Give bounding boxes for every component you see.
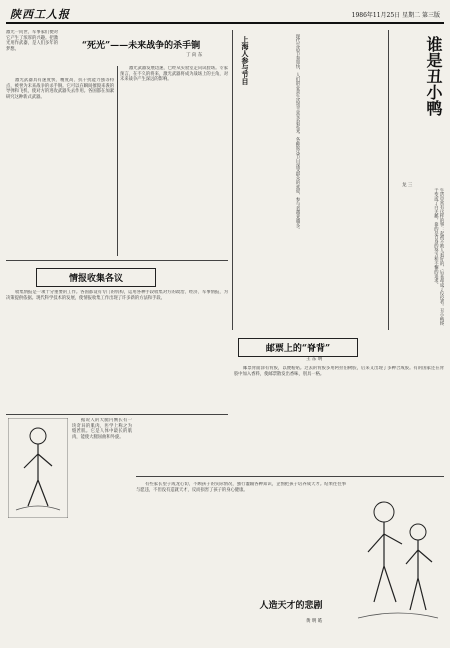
intelligence-body: 收集情报是一项十分重要的工作。各国都设有专门的机构，运用各种手段收集对方的政治、经济、军事情报，为决策提供依据。现代科学技术的发展，使情报收集工作出现了许多新的方法和手段。 [6, 290, 228, 301]
sad-body-block [136, 482, 346, 592]
sad-byline: 黄 明 皓 [306, 619, 323, 624]
legs-body-continued [6, 526, 132, 640]
ugly-headline: 谁是丑小鸭 [424, 36, 443, 116]
section-rule [6, 414, 228, 415]
intelligence-body-block [6, 290, 228, 410]
death-light-body-1 [6, 78, 114, 258]
stamp-byline: 王 东 明 [306, 357, 323, 362]
sad-body: 有些家长望子成龙心切，不顾孩子的实际情况，强行灌输各种知识，企图把孩子培养成天才。结果往往事与愿违，不但没有造就天才，反而损害了孩子的身心健康。 [136, 482, 346, 493]
legs-body-block [72, 418, 132, 518]
death-light-body: 激光武器具有速度快、精度高、抗干扰能力强等特点，被誉为未来战争的杀手锏。它可以在瞬间摧毁来袭的导弹和飞机，使对方的进攻武器失去作用。各国都在加紧研究这种新式武器。 [6, 78, 114, 100]
issue-date: 1986年11月25日 星期二 第三版 [351, 12, 440, 19]
masthead [6, 6, 444, 24]
column-rule [388, 30, 389, 330]
death-light-body-2 [120, 66, 228, 256]
intelligence-headline: 情报收集各议 [36, 268, 156, 287]
section-rule [136, 476, 444, 477]
death-light-intro: 激光一问世，军事家们便对它产生了浓厚的兴趣。把激光用作武器，是人们多年的梦想。 [6, 30, 58, 52]
middle-body: 现代生活节奏加快，人们的业余生活也丰富多彩起来。各种娱乐节目深受群众的欢迎，参与者越来越多。 [295, 34, 300, 232]
sad-headline: 人造天才的悲剧 [259, 601, 323, 611]
stamp-headline: 邮票上的“脊背” [238, 338, 358, 357]
death-light-headline: “死光”——未来战争的杀手锏 [81, 41, 201, 51]
legs-body: 据说人的大腿内侧长有一块奇异的肌肉，医学上称之为缝匠肌。它是人体中最长的肌肉，能使大腿屈曲和外旋。 [72, 418, 132, 440]
newspaper-name: 陕西工人报 [10, 8, 70, 21]
middle-headline: 上海人参与节目 [241, 36, 250, 85]
column-rule [232, 30, 233, 330]
death-light-byline: 丁 向 东 [186, 53, 203, 58]
newspaper-page [6, 6, 444, 642]
death-light-sub: 激光武器发展迅速，已经从实验室走向试验场。专家预言，在不久的将来，激光武器将成为战场上的主角，对未来战争产生深远的影响。 [120, 66, 228, 83]
stamp-body-block [234, 366, 444, 466]
ugly-byline: 龙 三 [402, 183, 413, 188]
children-illustration [354, 482, 442, 632]
figure-illustration [8, 418, 68, 518]
ugly-body: 生活中常有这样的事：起初不被人看好的，后来却成了佼佼者。丑小鸭终于变成了白天鹅，靠的是自身的努力和不懈的追求。 [433, 188, 444, 326]
section-rule [6, 260, 228, 261]
column-rule [117, 66, 118, 256]
stamp-body: 邮票背面涂有背胶，以便粘贴。过去的背胶多用阿拉伯树胶，后来又出现了多种合成胶。有的国家还在背胶中加入香料，使邮票散发出香味，别具一格。 [234, 366, 444, 377]
